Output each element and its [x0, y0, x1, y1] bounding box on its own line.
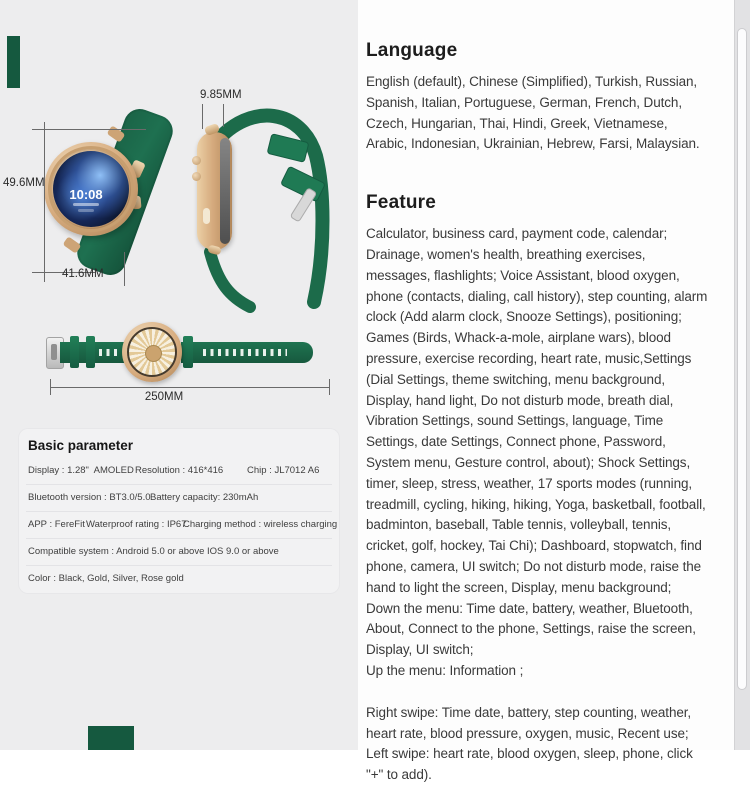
feature-right-swipe: Right swipe: Time date, battery, step counting, weather, heart rate, blood pressure, oxygen, music, Recent use;: [366, 704, 692, 741]
width-dim-label: 41.6MM: [62, 268, 104, 280]
thickness-tick-left: [202, 104, 203, 129]
spec-compatibility: Compatible system : Android 5.0 or above IOS 9.0 or above: [28, 546, 279, 557]
case-slot: [203, 208, 210, 224]
buckle-hole: [51, 344, 57, 360]
watch-subtext-line2: [78, 209, 94, 212]
scrollbar-thumb[interactable]: [737, 28, 747, 690]
watch-time: 10:08: [69, 187, 103, 203]
side-crown-upper: [192, 156, 201, 165]
table-row: [26, 485, 332, 512]
strap-holes-left: [99, 349, 121, 356]
strap-holes-right: [203, 349, 287, 356]
strap-keeper-1: [70, 336, 79, 368]
table-row: [26, 458, 332, 485]
width-dim-tick: [124, 252, 125, 286]
height-dim-tick-top: [32, 129, 146, 130]
watch-screen-edge: [220, 138, 230, 244]
spec-charging: Charging method : wireless charging: [183, 519, 338, 530]
length-dim-line: [50, 387, 330, 388]
table-row: [26, 566, 332, 592]
strap-keeper-2: [86, 336, 95, 368]
description-column: [358, 0, 750, 783]
length-tick-right: [329, 379, 330, 395]
feature-up-menu: Up the menu: Information ;: [366, 662, 524, 678]
teal-accent-top: [7, 36, 20, 88]
watch-case-back: [122, 322, 182, 382]
height-dim-line: [44, 122, 45, 282]
side-crown-lower: [192, 172, 201, 181]
language-body: English (default), Chinese (Simplified), Turkish, Russian, Spanish, Italian, Portuguese, German, French, Dutch, Czech, Hungarian, Thai, Hindi, Greek, Vietnamese, Arabic, Indonesian, Ukrainian, Hebrew, Farsi, Malaysian.: [366, 74, 700, 152]
basic-parameter-panel: [18, 428, 340, 594]
spec-waterproof: Waterproof rating : IP67: [86, 519, 187, 530]
spec-app: APP : FereFit: [28, 519, 85, 530]
length-tick-left: [50, 379, 51, 395]
table-row: [26, 539, 332, 566]
spec-resolution: Resolution : 416*416: [135, 465, 224, 476]
scrollbar-track[interactable]: [734, 0, 750, 750]
watch-screen: [53, 151, 129, 227]
table-row: [26, 512, 338, 539]
spec-bluetooth: Bluetooth version : BT3.0/5.0: [28, 492, 151, 503]
teal-accent-bottom: [88, 726, 134, 750]
language-heading: Language: [366, 40, 458, 61]
length-dim-label: 250MM: [144, 391, 184, 403]
spec-chip: Chip : JL7012 A6: [247, 465, 320, 476]
watch-back-sunburst: [127, 327, 177, 377]
thickness-dim-label: 9.85MM: [200, 89, 242, 101]
watch-case-front: [44, 142, 138, 236]
feature-heading: Feature: [366, 192, 437, 214]
feature-down-menu: Down the menu: Time date, battery, weather, Bluetooth, About, Connect to the phone, Settings, raise the screen, Display, UI switch;: [366, 600, 696, 658]
feature-left-swipe: Left swipe: heart rate, blood oxygen, sleep, phone, click "+" to add).: [366, 746, 693, 783]
spec-battery: Battery capacity: 230mAh: [150, 492, 259, 503]
watch-back-hub: [145, 345, 162, 362]
strap-keeper-3: [183, 336, 193, 368]
basic-parameter-rows: [18, 458, 340, 592]
spec-color: Color : Black, Gold, Silver, Rose gold: [28, 573, 184, 584]
thickness-tick-right: [223, 104, 224, 127]
basic-parameter-title: Basic parameter: [28, 438, 134, 453]
watch-case-side: [197, 132, 232, 250]
product-images-panel: [0, 0, 358, 750]
height-dim-label: 49.6MM: [3, 177, 45, 189]
watch-subtext-line1: [73, 203, 99, 206]
spec-display: Display : 1.28" AMOLED: [28, 465, 134, 476]
feature-body: Calculator, business card, payment code, calendar; Drainage, women's health, breathing exercises, messages, flashlights; Voice Assistant, blood oxygen, phone (contacts, dialing, call history), step counting, alarm clock (Add alarm clock, Snooze Settings), positioning; Games (Birds, Whack-a-mole, airplane wars), blood pressure, exercise recording, heart rate, music,Settings (Dial Settings, theme switching, menu background, Display, hand light, Do not disturb mode, breath dial, Vibration Settings, sound Settings, language, Time Settings, date Settings, Connect phone, Password, System menu, Gesture control, about); Shock Settings, timer, sleep, stress, weather, 17 sports modes (running, treadmill, cycling, hiking, hiking, Yoga, basketball, football, badminton, baseball, Table tennis, volleyball, tennis, cricket, golf, hockey, Tai Chi); Dashboard, stopwatch, find phone, camera, UI switch; Do not disturb mode, raise the hand to light the screen, Display, menu background;: [366, 226, 708, 595]
